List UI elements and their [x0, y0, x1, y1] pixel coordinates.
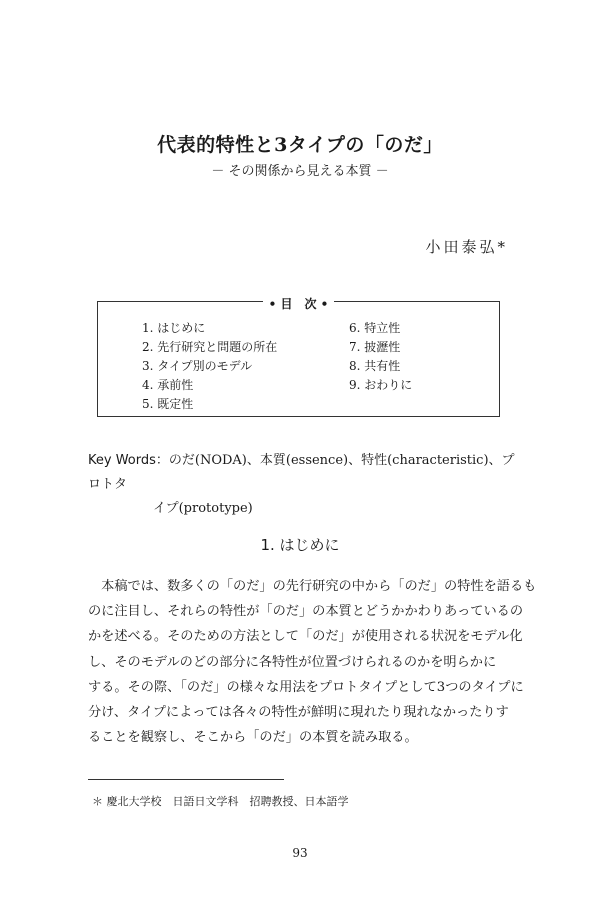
- toc-item: 3. タイプ別のモデル: [142, 359, 253, 373]
- keywords-text: ：のだ(NODA)、本質(essence)、特性(characteristic)、プロトタ: [88, 453, 515, 492]
- toc-item: 1. はじめに: [142, 321, 206, 335]
- body-line: 本稿では、数多くの「のだ」の先行研究の中から「のだ」の特性を語るも: [88, 579, 537, 594]
- body-line: する。その際、「のだ」の様々な用法をプロトタイプとして3つのタイプに: [88, 679, 524, 695]
- paper-subtitle: － その関係から見える本質 －: [211, 164, 389, 179]
- toc-item: 6. 特立性: [349, 321, 401, 335]
- body-line: 分け、タイプによっては各々の特性が鮮明に現れたり現れなかったりす: [88, 705, 509, 721]
- footnote-divider: [88, 779, 284, 780]
- body-paragraph: [88, 574, 537, 750]
- body-line: かを述べる。そのための方法として「のだ」が使用される状況をモデル化: [88, 629, 523, 645]
- keywords-block: [88, 449, 518, 521]
- paper-title: 代表的特性と3タイプの「のだ」: [157, 134, 443, 156]
- table-of-contents: [97, 297, 500, 417]
- section-heading: 1. はじめに: [260, 536, 340, 554]
- body-line: ることを観察し、そこから「のだ」の本質を読み取る。: [88, 730, 418, 746]
- keywords-label: Key Words: [88, 453, 156, 468]
- footnote: ＊ 慶北大学校 日語日文学科 招聘教授、日本語学: [92, 795, 349, 808]
- toc-item: 7. 披瀝性: [349, 340, 401, 354]
- toc-item: 4. 承前性: [142, 378, 194, 392]
- page-number: 93: [292, 846, 308, 860]
- toc-right-column: [349, 319, 412, 395]
- toc-item: 9. おわりに: [349, 378, 413, 392]
- toc-item: 8. 共有性: [349, 359, 401, 373]
- author-name: 小田泰弘*: [425, 238, 508, 256]
- toc-item: 2. 先行研究と問題の所在: [142, 340, 278, 354]
- body-line: のに注目し、それらの特性が「のだ」の本質とどうかかわりあっているの: [88, 604, 524, 620]
- toc-heading: • 目 次 •: [98, 293, 499, 312]
- toc-left-column: [142, 319, 277, 414]
- body-line: し、そのモデルのどの部分に各特性が位置づけられるのかを明らかに: [88, 654, 497, 670]
- keywords-continuation: イプ(prototype): [153, 501, 253, 516]
- toc-item: 5. 既定性: [142, 397, 194, 411]
- keywords-line: [88, 449, 518, 497]
